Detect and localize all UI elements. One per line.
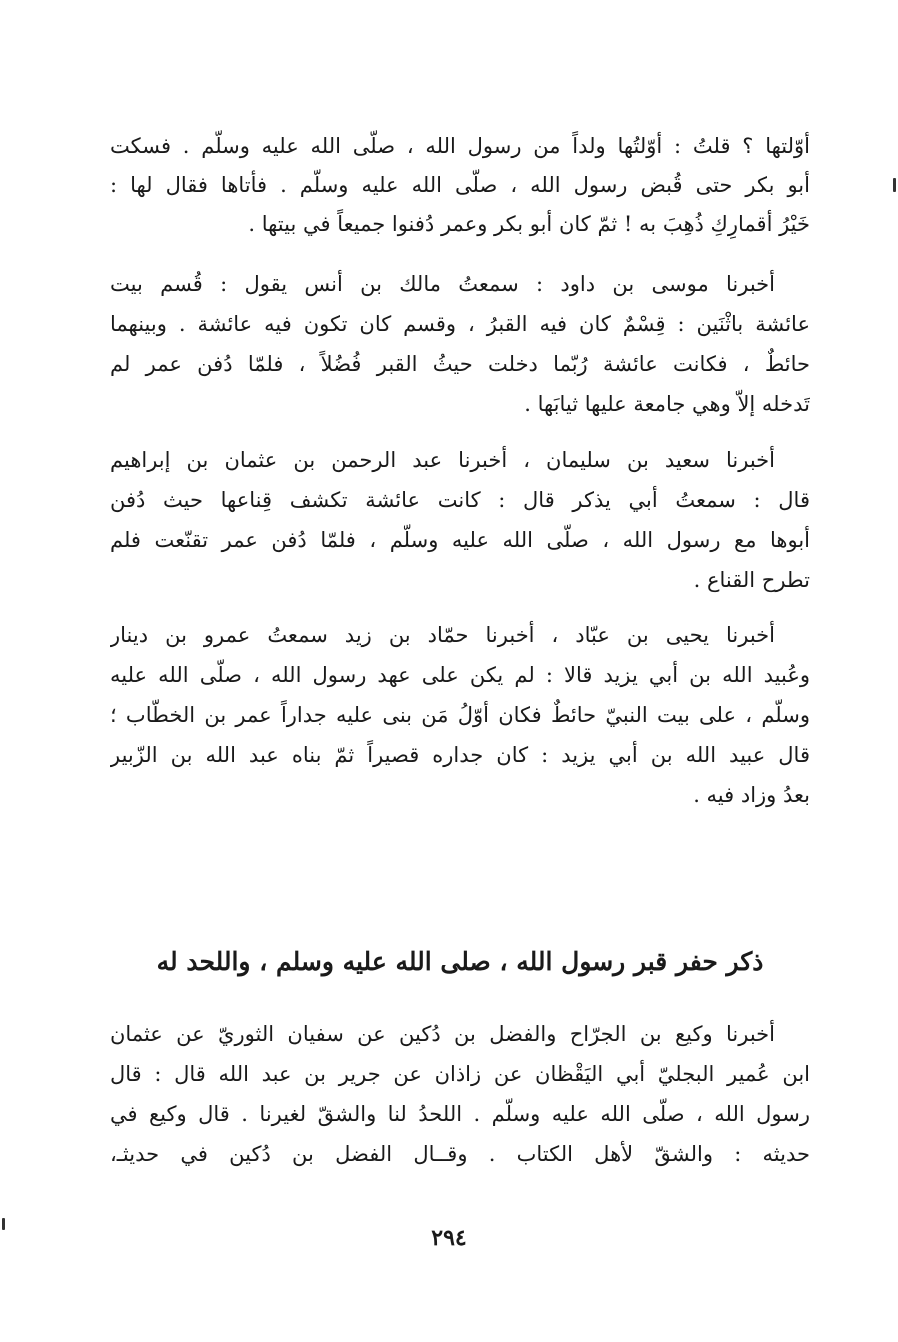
- text-line: بعدُ وزاد فيه .: [693, 783, 810, 807]
- text-line: تَدخله إلاّ وهي جامعة عليها ثيابَها .: [524, 392, 810, 416]
- page-number: ٢٩٤: [431, 1225, 467, 1251]
- text-line: قال : سمعتُ أبي يذكر قال : كانت عائشة تكشف قِناعها حيث دُفن: [110, 488, 810, 512]
- text-line: أخبرنا موسى بن داود : سمعتُ مالك بن أنس يقول : قُسم بيت: [110, 272, 775, 296]
- text-line: أخبرنا وكيع بن الجرّاح والفضل بن دُكين عن سفيان الثوريّ عن عثمان: [110, 1022, 775, 1046]
- text-line: رسول الله ، صلّى الله عليه وسلّم . اللحدُ لنا والشقّ لغيرنا . قال وكيع في: [110, 1102, 810, 1126]
- text-line: وسلّم ، على بيت النبيّ حائطٌ فكان أوّلُ مَن بنى عليه جداراً عمر بن الخطّاب ؛: [110, 703, 810, 727]
- text-line: عائشة باثْنَين : قِسْمٌ كان فيه القبرُ ، وقسم كان تكون فيه عائشة . وبينهما: [110, 312, 810, 336]
- text-line: حديثه : والشقّ لأهل الكتاب . وقــال الفضل بن دُكين في حديثـ،: [110, 1142, 810, 1166]
- paragraph-3: [110, 440, 810, 600]
- text-line: ابن عُمير البجليّ أبي اليَقْظان عن زاذان عن جرير بن عبد الله قال : قال: [110, 1062, 810, 1086]
- text-line: أخبرنا يحيى بن عبّاد ، أخبرنا حمّاد بن زيد سمعتُ عمرو بن دينار: [110, 623, 775, 647]
- paragraph-2: [110, 264, 810, 424]
- scan-edge-mark: [2, 1218, 5, 1230]
- text-line: خَيْرُ أقمارِكِ ذُهِبَ به ! ثمّ كان أبو بكر وعمر دُفنوا جميعاً في بيتها .: [248, 212, 810, 236]
- text-line: أبو بكر حتى قُبض رسول الله ، صلّى الله عليه وسلّم . فأتاها فقال لها :: [110, 173, 810, 197]
- text-line: تطرح القناع .: [693, 568, 810, 592]
- scan-edge-mark: [893, 178, 896, 192]
- paragraph-1: [110, 126, 810, 246]
- paragraph-4: [110, 615, 810, 815]
- section-paragraph: [110, 1014, 810, 1174]
- section-heading: ذكر حفر قبر رسول الله ، صلى الله عليه وسلم ، واللحد له: [156, 947, 764, 976]
- text-line: وعُبيد الله بن أبي يزيد قالا : لم يكن على عهد رسول الله ، صلّى الله عليه: [110, 663, 810, 687]
- text-line: أخبرنا سعيد بن سليمان ، أخبرنا عبد الرحمن بن عثمان بن إبراهيم: [110, 448, 775, 472]
- text-line: أبوها مع رسول الله ، صلّى الله عليه وسلّم ، فلمّا دُفن عمر تقنّعت فلم: [110, 528, 810, 552]
- text-line: حائطٌ ، فكانت عائشة رُبّما دخلت حيثُ القبر فُضُلاً ، فلمّا دُفن عمر لم: [110, 352, 810, 376]
- text-line: أوّلتها ؟ قلتُ : أوّلتُها ولداً من رسول الله ، صلّى الله عليه وسلّم . فسكت: [110, 134, 810, 158]
- text-line: قال عبيد الله بن أبي يزيد : كان جداره قصيراً ثمّ بناه عبد الله بن الزّبير: [110, 743, 810, 767]
